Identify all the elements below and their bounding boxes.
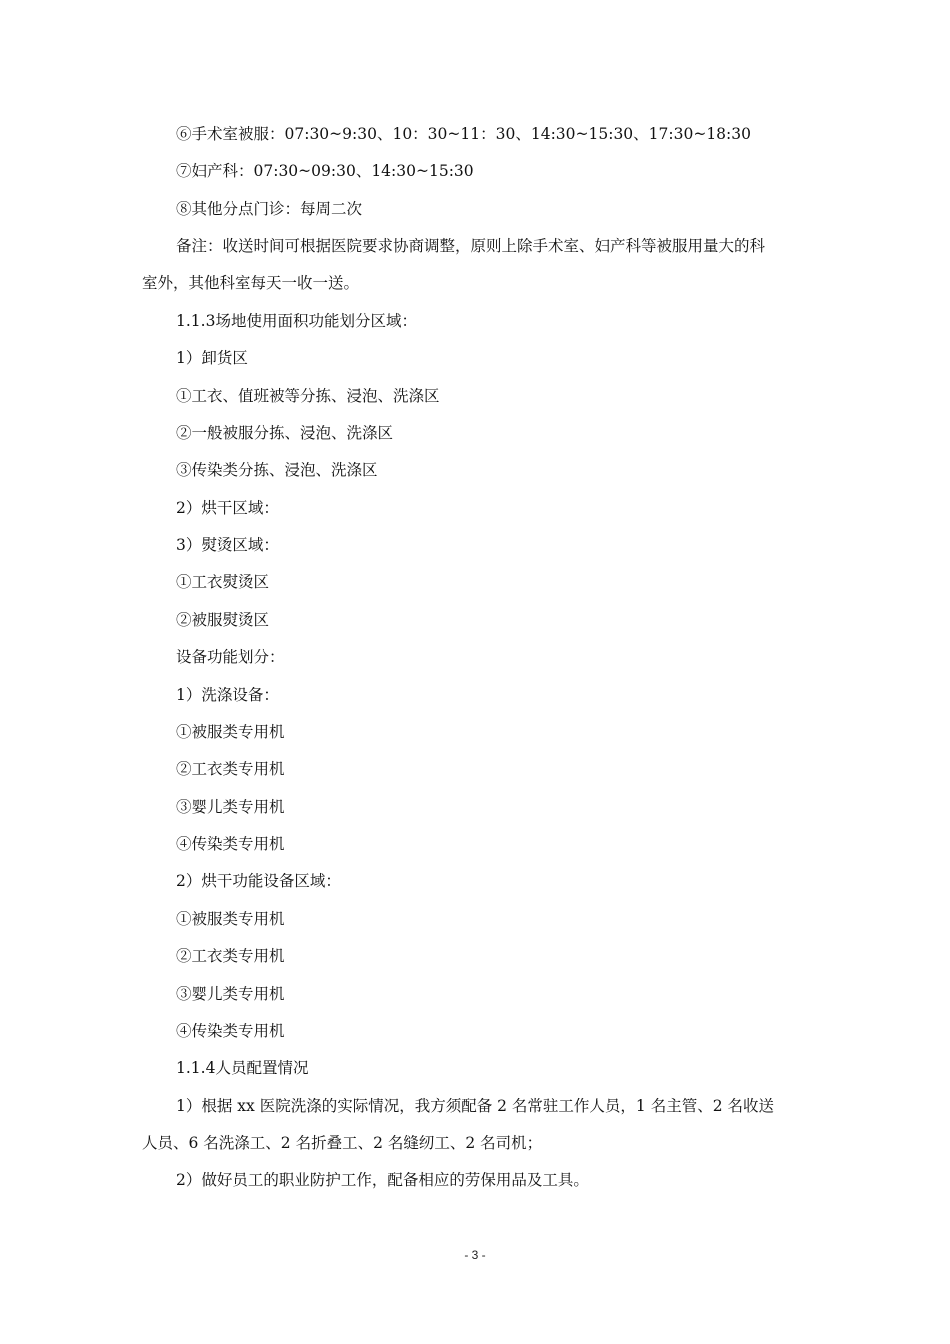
text-line: ③婴儿类专用机 <box>176 798 285 816</box>
text-line: 室外，其他科室每天一收一送。 <box>142 274 360 292</box>
text-line: ②工衣类专用机 <box>176 947 285 965</box>
text-line: 2）烘干区域： <box>176 499 279 517</box>
text-line: ⑦妇产科：07:30~09:30、14:30~15:30 <box>176 162 474 180</box>
text-line: 2）烘干功能设备区域： <box>176 872 341 890</box>
text-line: ④传染类专用机 <box>176 835 285 853</box>
text-line: ①工衣、值班被等分拣、浸泡、洗涤区 <box>176 387 440 405</box>
text-line: ⑥手术室被服：07:30~9:30、10：30~11：30、14:30~15:30、17:30~18:30 <box>176 125 751 143</box>
text-line: 1）卸货区 <box>176 349 248 367</box>
text-line: ④传染类专用机 <box>176 1022 285 1040</box>
text-line: ③婴儿类专用机 <box>176 985 285 1003</box>
text-line: ②被服熨烫区 <box>176 611 270 629</box>
section-heading: 1.1.3场地使用面积功能划分区域： <box>176 312 417 330</box>
text-line: ①被服类专用机 <box>176 910 285 928</box>
text-line: 人员、6 名洗涤工、2 名折叠工、2 名缝纫工、2 名司机； <box>142 1134 543 1152</box>
text-line: ①被服类专用机 <box>176 723 285 741</box>
text-line: 备注：收送时间可根据医院要求协商调整，原则上除手术室、妇产科等被服用量大的科 <box>176 237 766 255</box>
page-number: - 3 - <box>464 1248 486 1262</box>
text-line: ②一般被服分拣、浸泡、洗涤区 <box>176 424 394 442</box>
text-line: ③传染类分拣、浸泡、洗涤区 <box>176 461 378 479</box>
text-line: ②工衣类专用机 <box>176 760 285 778</box>
text-line: 1）根据 xx 医院洗涤的实际情况，我方须配备 2 名常驻工作人员，1 名主管、2 名收送 <box>176 1097 774 1115</box>
text-line: 设备功能划分： <box>176 648 285 666</box>
text-line: ①工衣熨烫区 <box>176 573 270 591</box>
text-line: 3）熨烫区域： <box>176 536 279 554</box>
text-line: 2）做好员工的职业防护工作，配备相应的劳保用品及工具。 <box>176 1171 589 1189</box>
text-line: ⑧其他分点门诊：每周二次 <box>176 200 363 218</box>
section-heading: 1.1.4人员配置情况 <box>176 1059 309 1077</box>
text-line: 1）洗涤设备： <box>176 686 279 704</box>
